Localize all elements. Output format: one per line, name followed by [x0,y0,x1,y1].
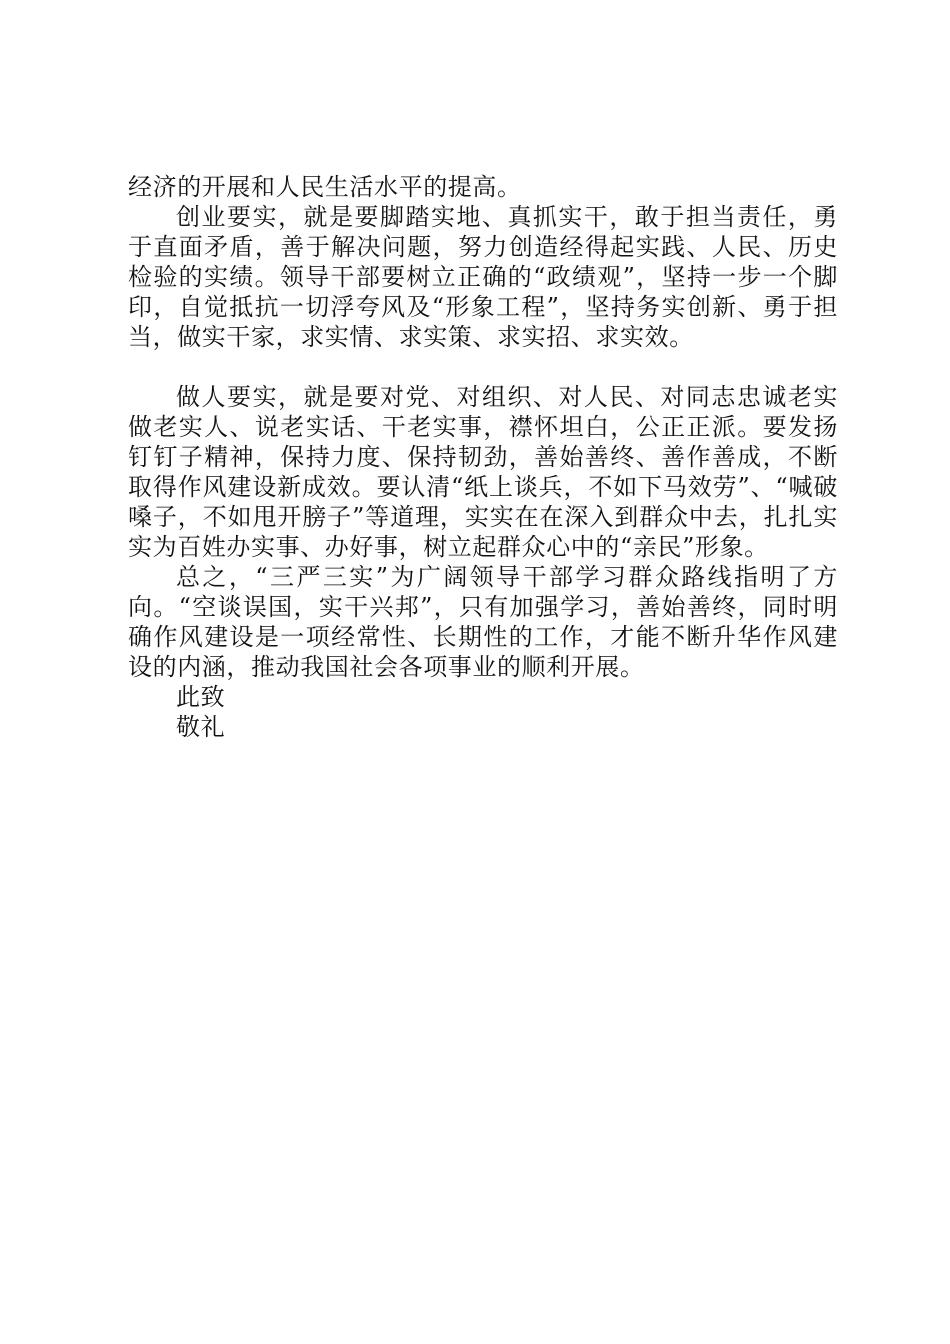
paragraph-conduct: 做人要实，就是要对党、对组织、对人民、对同志忠诚老实做老实人、说老实话、干老实事，襟怀坦白，公正正派。要发扬钉钉子精神，保持力度、保持韧劲，善始善终、善作善成，不断取得作风建设新成效。要认清“纸上谈兵，不如下马效劳”、“喊破嗓子，不如甩开膀子”等道理，实实在在深入到群众中去，扎扎实实为百姓办实事、办好事，树立起群众心中的“亲民”形象。 [128,383,838,561]
closing-regards: 敬礼 [176,713,226,741]
document-body [128,172,838,742]
closing-salutation: 此致 [176,683,226,711]
paragraph-summary: 总之，“三严三实”为广阔领导干部学习群众路线指明了方向。“空谈误国，实干兴邦”，只有加强学习，善始善终，同时明确作风建设是一项经常性、长期性的工作，才能不断升华作风建设的内涵，推动我国社会各项事业的顺利开展。 [128,563,838,681]
paragraph-entrepreneurship: 创业要实，就是要脚踏实地、真抓实干，敢于担当责任，勇于直面矛盾，善于解决问题，努力创造经得起实践、人民、历史检验的实绩。领导干部要树立正确的“政绩观”，坚持一步一个脚印，自觉抵抗一切浮夸风及“形象工程”，坚持务实创新、勇于担当，做实干家，求实情、求实策、求实招、求实效。 [128,203,838,351]
paragraph-gap [128,352,838,382]
paragraph-continuation: 经济的开展和人民生活水平的提高。 [128,173,522,201]
